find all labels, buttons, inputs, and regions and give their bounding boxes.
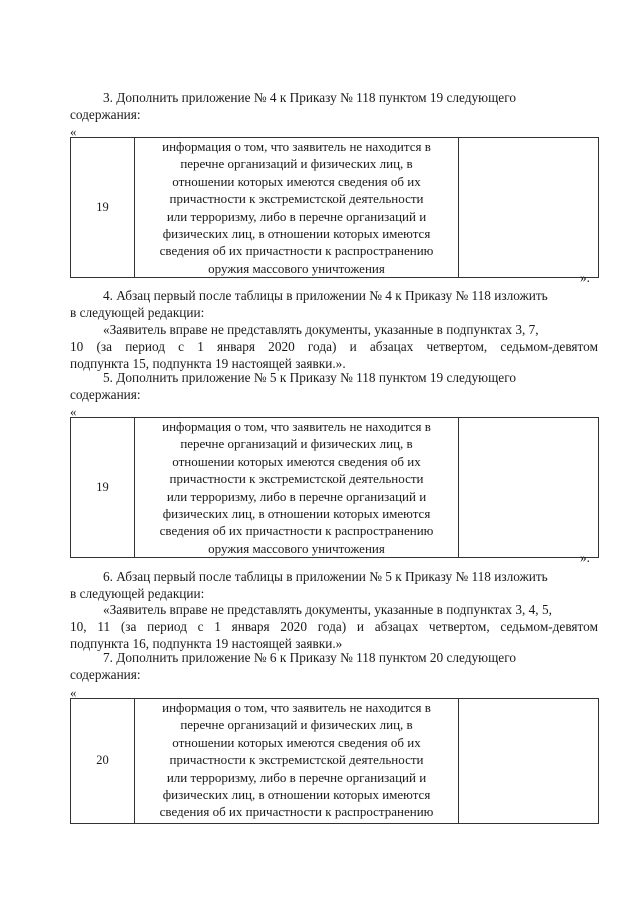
row-text-line: отношении которых имеются сведения об их bbox=[172, 173, 421, 189]
row-text-line: или терроризму, либо в перечне организаций и bbox=[166, 208, 427, 224]
row-text-line: оружия массового уничтожения bbox=[208, 260, 385, 276]
section-4-quote-line-2: 10 (за период с 1 января 2020 года) и абзацах четвертом, седьмом-девятом bbox=[70, 339, 598, 354]
row-number: 20 bbox=[71, 699, 135, 824]
section-6-line-2: в следующей редакции: bbox=[70, 586, 205, 601]
section-7-line-2: содержания: bbox=[70, 667, 141, 682]
table-appendix-4 bbox=[70, 137, 599, 278]
section-7-paragraph bbox=[70, 649, 598, 683]
close-quote-1: ». bbox=[580, 270, 590, 285]
row-text-line: или терроризму, либо в перечне организаций и bbox=[166, 488, 427, 504]
table-appendix-6 bbox=[70, 698, 599, 824]
open-quote-3: « bbox=[70, 685, 77, 700]
section-6-paragraph bbox=[70, 568, 598, 602]
empty-cell bbox=[459, 699, 599, 824]
row-text-line: перечне организаций и физических лиц, в bbox=[180, 717, 413, 733]
section-6-quote-line-1: «Заявитель вправе не представлять документы, указанные в подпунктах 3, 4, 5, bbox=[103, 602, 552, 617]
row-text-line: отношении которых имеются сведения об их bbox=[172, 453, 421, 469]
row-text-line: информация о том, что заявитель не находится в bbox=[162, 700, 431, 715]
row-text-line: физических лиц, в отношении которых имеются bbox=[162, 226, 431, 242]
table-appendix-5 bbox=[70, 417, 599, 558]
row-text-line: информация о том, что заявитель не находится в bbox=[162, 419, 431, 434]
section-3-line-2: содержания: bbox=[70, 107, 141, 122]
section-5-paragraph bbox=[70, 369, 598, 403]
open-quote-2: « bbox=[70, 404, 77, 419]
section-4-paragraph bbox=[70, 287, 598, 321]
row-text-line: перечне организаций и физических лиц, в bbox=[180, 156, 413, 172]
empty-cell bbox=[459, 418, 599, 558]
row-text-line: или терроризму, либо в перечне организаций и bbox=[166, 769, 427, 785]
section-4-quote bbox=[70, 321, 598, 372]
row-number: 19 bbox=[71, 138, 135, 278]
row-text-line: перечне организаций и физических лиц, в bbox=[180, 436, 413, 452]
section-3-line-1: 3. Дополнить приложение № 4 к Приказу № 118 пунктом 19 следующего bbox=[103, 90, 516, 105]
section-6-quote-line-3: подпункта 16, подпункта 19 настоящей заявки.» bbox=[70, 636, 343, 651]
section-4-line-2: в следующей редакции: bbox=[70, 305, 205, 320]
row-text-line: физических лиц, в отношении которых имеются bbox=[162, 787, 431, 803]
row-text-line: сведения об их причастности к распространению bbox=[159, 523, 434, 539]
section-4-line-1: 4. Абзац первый после таблицы в приложении № 4 к Приказу № 118 изложить bbox=[103, 288, 548, 303]
open-quote-1: « bbox=[70, 124, 77, 139]
row-text bbox=[135, 418, 459, 558]
row-text-line: физических лиц, в отношении которых имеются bbox=[162, 506, 431, 522]
row-text bbox=[135, 138, 459, 278]
row-text-line: причастности к экстремистской деятельности bbox=[169, 471, 424, 487]
table-row bbox=[71, 138, 599, 278]
section-4-quote-line-1: «Заявитель вправе не представлять документы, указанные в подпунктах 3, 7, bbox=[103, 322, 539, 337]
row-number: 19 bbox=[71, 418, 135, 558]
section-5-line-2: содержания: bbox=[70, 387, 141, 402]
row-text-line: причастности к экстремистской деятельности bbox=[169, 752, 424, 768]
section-5-line-1: 5. Дополнить приложение № 5 к Приказу № 118 пунктом 19 следующего bbox=[103, 370, 516, 385]
close-quote-2: ». bbox=[580, 550, 590, 565]
row-text-line: сведения об их причастности к распространению bbox=[159, 243, 434, 259]
table-row bbox=[71, 418, 599, 558]
section-7-line-1: 7. Дополнить приложение № 6 к Приказу № 118 пунктом 20 следующего bbox=[103, 650, 516, 665]
section-6-quote-line-2: 10, 11 (за период с 1 января 2020 года) и абзацах четвертом, седьмом-девятом bbox=[70, 619, 598, 634]
empty-cell bbox=[459, 138, 599, 278]
row-text-line: причастности к экстремистской деятельности bbox=[169, 191, 424, 207]
section-6-line-1: 6. Абзац первый после таблицы в приложении № 5 к Приказу № 118 изложить bbox=[103, 569, 548, 584]
section-3-paragraph bbox=[70, 89, 598, 123]
section-4-quote-line-3: подпункта 15, подпункта 19 настоящей заявки.». bbox=[70, 356, 346, 371]
row-text-line: отношении которых имеются сведения об их bbox=[172, 734, 421, 750]
table-row bbox=[71, 699, 599, 824]
row-text-line: оружия массового уничтожения bbox=[208, 540, 385, 556]
row-text-line: информация о том, что заявитель не находится в bbox=[162, 139, 431, 154]
row-text bbox=[135, 699, 459, 824]
section-6-quote bbox=[70, 601, 598, 652]
row-text-line: сведения об их причастности к распространению bbox=[159, 804, 434, 820]
